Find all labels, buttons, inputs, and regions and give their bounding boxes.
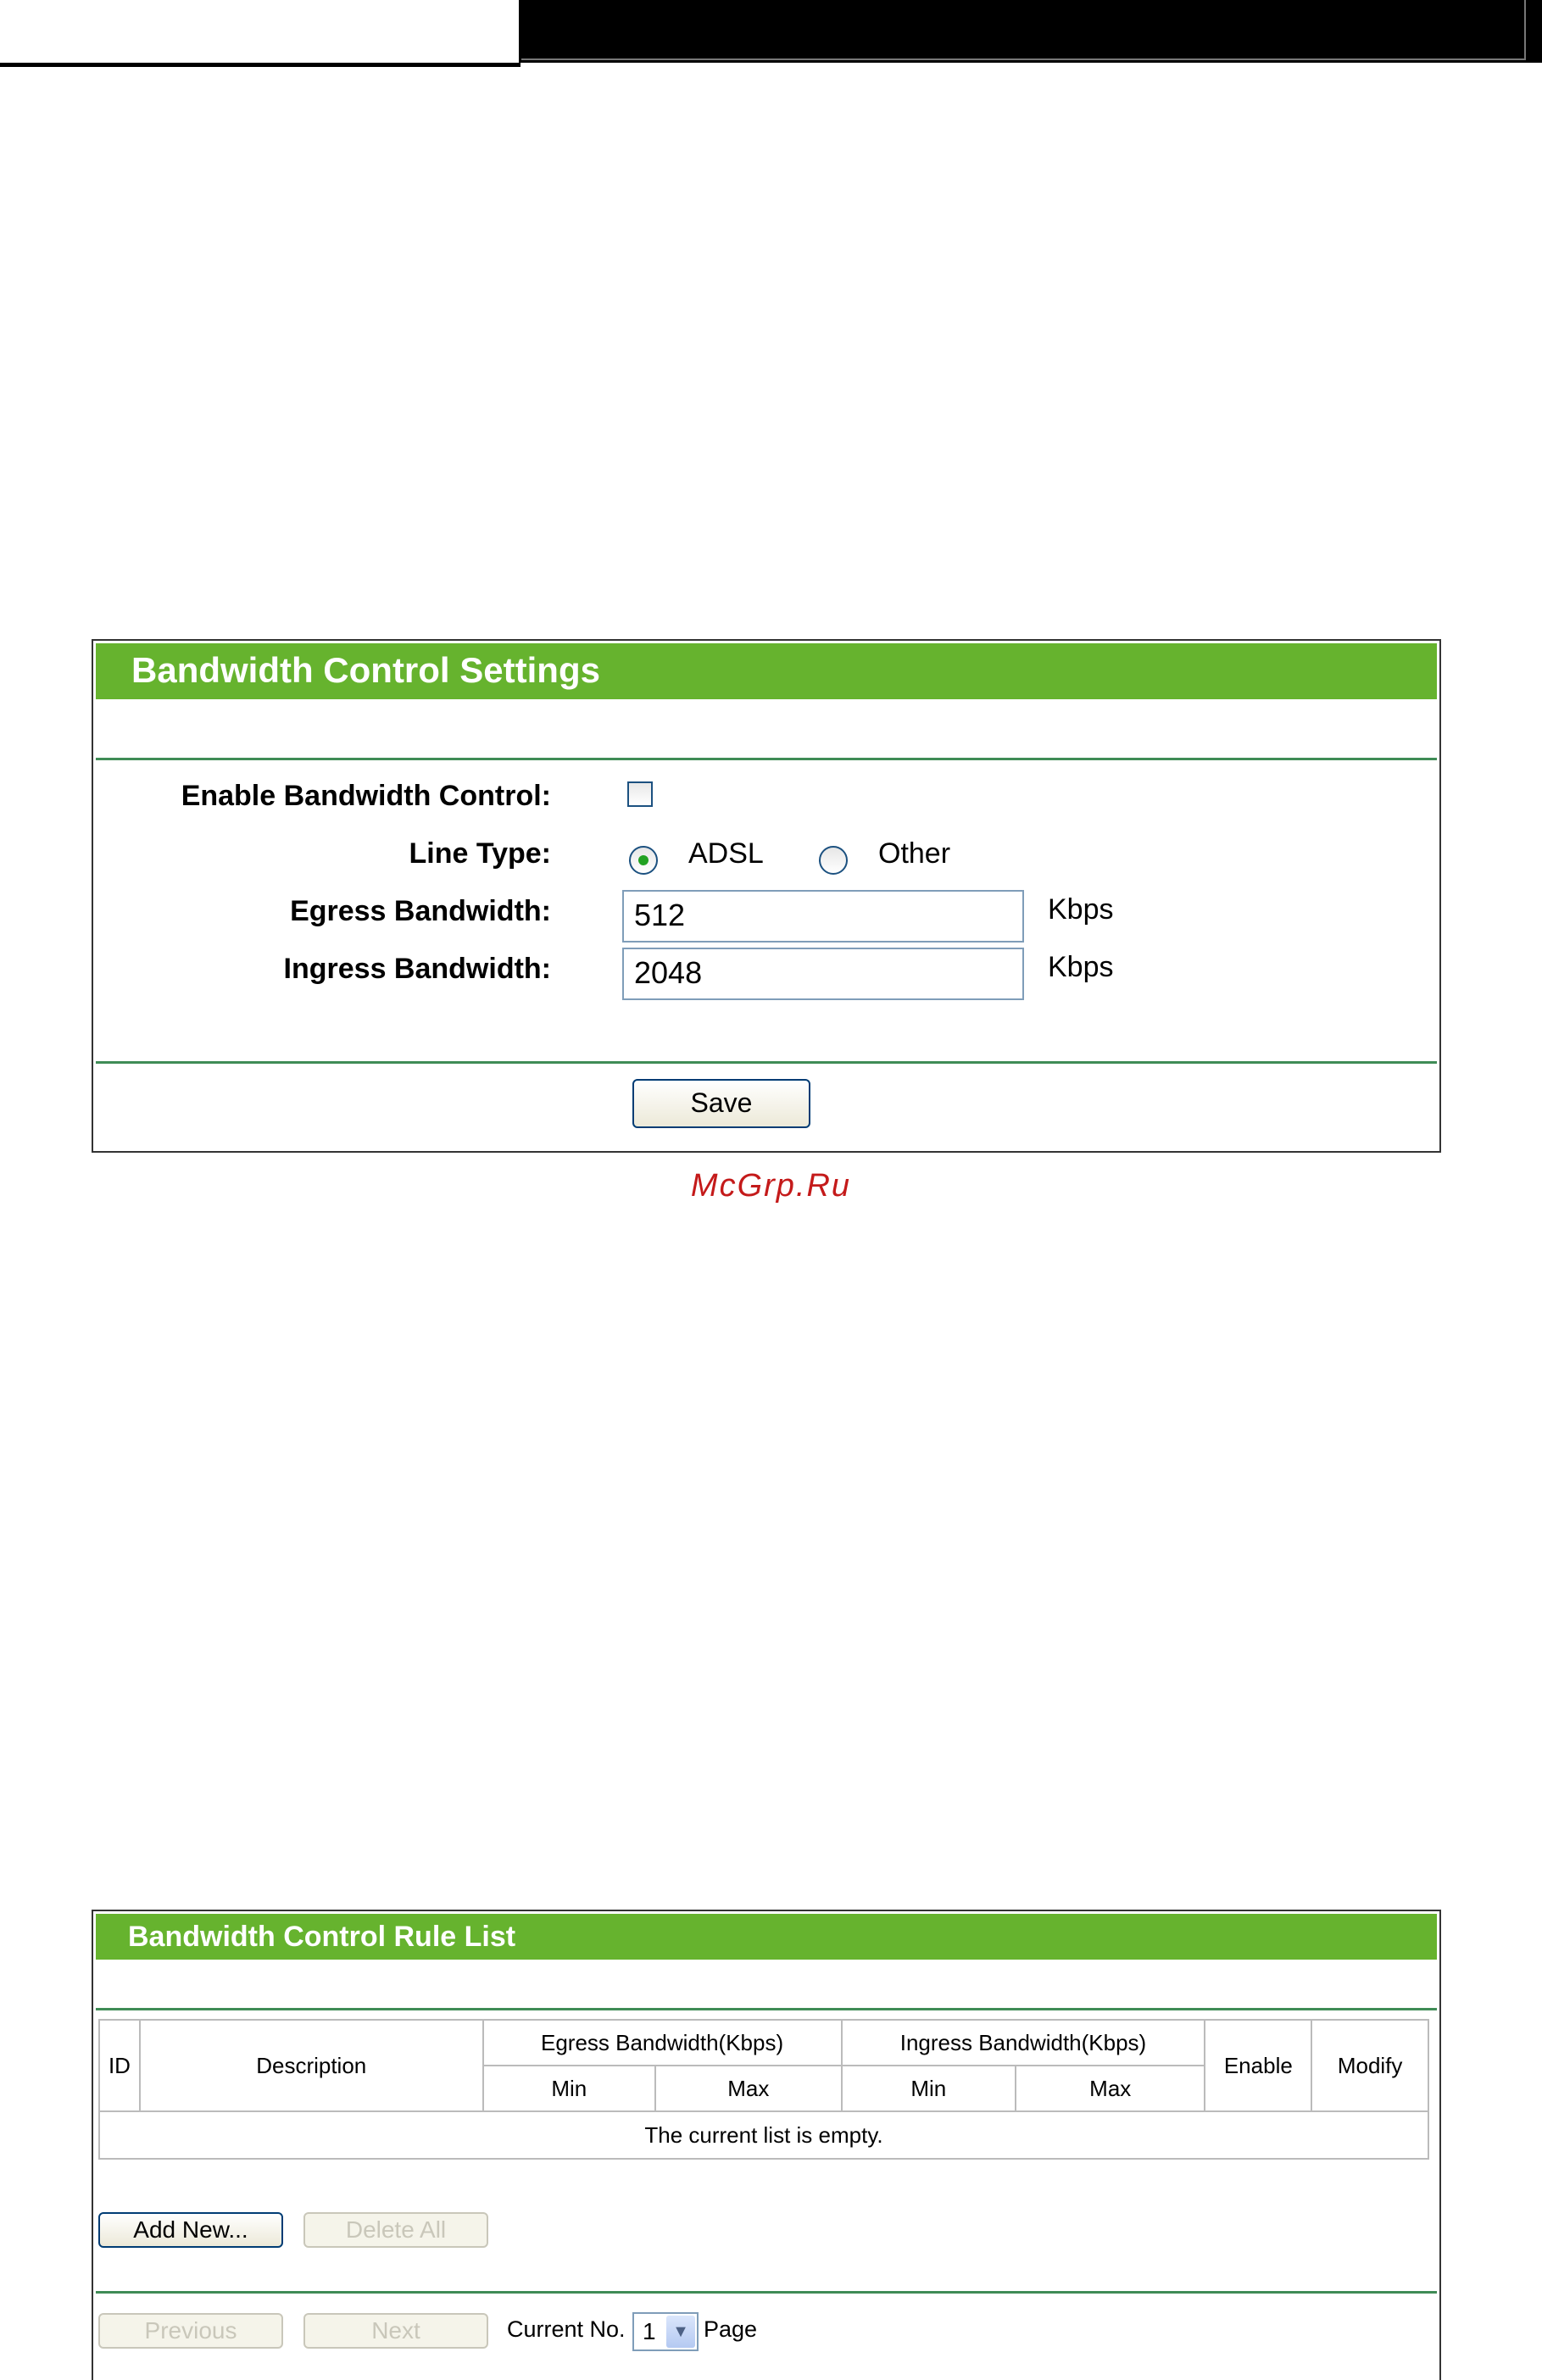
settings-title: Bandwidth Control Settings	[96, 643, 1437, 699]
egress-bandwidth-label: Egress Bandwidth:	[290, 895, 551, 927]
current-page-select[interactable]	[632, 2312, 699, 2351]
egress-bandwidth-input[interactable]: 512	[622, 890, 1024, 943]
rule-list-bottom-divider	[96, 2291, 1437, 2294]
header-inner-frame	[521, 0, 1526, 60]
delete-all-button[interactable]: Delete All	[303, 2212, 488, 2248]
line-type-adsl-radio[interactable]	[629, 846, 658, 875]
current-page-value: 1	[643, 2318, 656, 2344]
settings-top-divider	[96, 758, 1437, 760]
next-button[interactable]: Next	[303, 2313, 488, 2349]
save-button[interactable]: Save	[632, 1079, 810, 1128]
add-new-button[interactable]: Add New...	[98, 2212, 283, 2248]
ingress-bandwidth-input[interactable]: 2048	[622, 948, 1024, 1000]
rule-list-top-divider	[96, 2008, 1437, 2010]
line-type-other-label: Other	[878, 837, 951, 870]
watermark: McGrp.Ru	[690, 1168, 852, 1204]
header-underline	[0, 63, 520, 67]
enable-bandwidth-control-label: Enable Bandwidth Control:	[181, 780, 551, 812]
line-type-other-radio[interactable]	[819, 846, 848, 875]
line-type-label: Line Type:	[409, 837, 551, 870]
col-header-egress: Egress Bandwidth(Kbps)	[483, 2020, 842, 2066]
settings-bottom-divider	[96, 1061, 1437, 1064]
egress-unit: Kbps	[1048, 893, 1114, 926]
current-no-label: Current No.	[507, 2316, 626, 2342]
previous-button[interactable]: Previous	[98, 2313, 283, 2349]
col-header-description: Description	[140, 2020, 483, 2111]
enable-bandwidth-control-checkbox[interactable]	[627, 781, 653, 807]
col-header-modify: Modify	[1311, 2020, 1428, 2111]
col-header-ingress: Ingress Bandwidth(Kbps)	[842, 2020, 1205, 2066]
col-header-ingress-min: Min	[842, 2066, 1016, 2111]
col-header-ingress-max: Max	[1016, 2066, 1205, 2111]
col-header-egress-max: Max	[655, 2066, 841, 2111]
col-header-enable: Enable	[1205, 2020, 1311, 2111]
rule-list-title: Bandwidth Control Rule List	[96, 1914, 1437, 1960]
line-type-adsl-label: ADSL	[688, 837, 764, 870]
chevron-down-icon[interactable]: ▼	[666, 2316, 695, 2348]
bandwidth-control-settings-panel	[92, 639, 1441, 1153]
rule-list-table	[98, 2019, 1429, 2160]
empty-list-message: The current list is empty.	[99, 2111, 1428, 2159]
ingress-unit: Kbps	[1048, 951, 1114, 983]
bandwidth-control-rule-list-panel	[92, 1910, 1441, 2380]
ingress-bandwidth-label: Ingress Bandwidth:	[283, 953, 551, 985]
col-header-id: ID	[99, 2020, 140, 2111]
page-label: Page	[704, 2316, 758, 2342]
col-header-egress-min: Min	[483, 2066, 655, 2111]
